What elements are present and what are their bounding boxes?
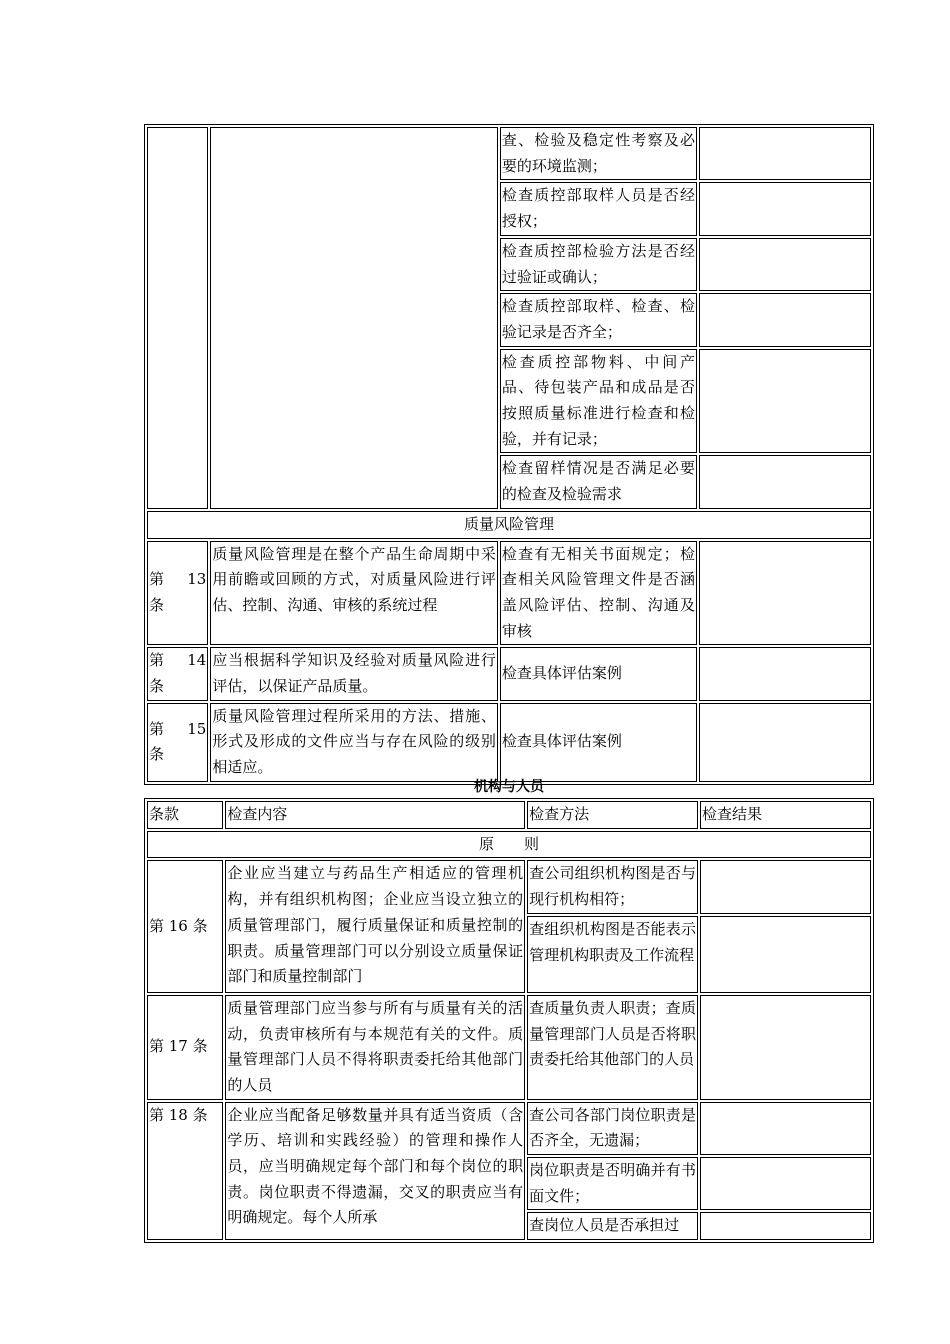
- quality-risk-table: [144, 124, 874, 785]
- content-cell: 企业应当建立与药品生产相适应的管理机构，并有组织机构图；企业应当设立独立的质量管理部门，履行质量保证和质量控制的职责。质量管理部门可以分别设立质量保证部门和质量控制部门: [225, 860, 525, 992]
- header-clause: 条款: [147, 801, 223, 829]
- result-cell: [699, 238, 871, 291]
- method-cell: 检查质控部物料、中间产品、待包装产品和成品是否按照质量标准进行检查和检验，并有记录；: [500, 349, 697, 454]
- content-cell: 质量风险管理是在整个产品生命周期中采用前瞻或回顾的方式，对质量风险进行评估、控制、沟通、审核的系统过程: [210, 541, 498, 646]
- method-cell: 查公司组织机构图是否与现行机构相符；: [527, 860, 698, 913]
- result-cell: [700, 860, 871, 913]
- result-cell: [699, 455, 871, 508]
- clause-cell: 第 16 条: [147, 860, 223, 992]
- organization-personnel-table: [144, 798, 874, 1243]
- content-cell: 质量管理部门应当参与所有与质量有关的活动，负责审核所有与本规范有关的文件。质量管理部门人员不得将职责委托给其他部门的人员: [225, 995, 525, 1100]
- result-cell: [699, 703, 871, 782]
- method-cell: 检查留样情况是否满足必要的检查及检验需求: [500, 455, 697, 508]
- method-cell: 检查质控部检验方法是否经过验证或确认；: [500, 238, 697, 291]
- method-cell: 查、检验及稳定性考察及必要的环境监测；: [500, 127, 697, 180]
- content-cell: 企业应当配备足够数量并具有适当资质（含学历、培训和实践经验）的管理和操作人员，应当明确规定每个部门和每个岗位的职责。岗位职责不得遗漏，交叉的职责应当有明确规定。每个人所承: [225, 1102, 525, 1241]
- method-cell: 检查有无相关书面规定；检查相关风险管理文件是否涵盖风险评估、控制、沟通及审核: [500, 541, 697, 646]
- clause-cell: 第 13 条: [147, 541, 208, 646]
- section-heading: 机构与人员: [474, 779, 544, 795]
- method-cell: 查质量负责人职责；查质量管理部门人员是否将职责委托给其他部门的人员: [527, 995, 698, 1100]
- result-cell: [700, 1157, 871, 1210]
- header-method: 检查方法: [527, 801, 698, 829]
- clause-cell: 第 17 条: [147, 995, 223, 1100]
- section-title: 原 则: [147, 831, 871, 859]
- content-cell: 应当根据科学知识及经验对质量风险进行评估，以保证产品质量。: [210, 647, 498, 700]
- header-content: 检查内容: [225, 801, 525, 829]
- method-cell: 查组织机构图是否能表示管理机构职责及工作流程: [527, 916, 698, 993]
- result-cell: [699, 647, 871, 700]
- content-cell: 质量风险管理过程所采用的方法、措施、形式及形成的文件应当与存在风险的级别相适应。: [210, 703, 498, 782]
- result-cell: [700, 916, 871, 993]
- content-cell-empty: [210, 127, 498, 509]
- section-title: 质量风险管理: [147, 511, 871, 539]
- method-cell: 检查质控部取样人员是否经授权；: [500, 182, 697, 235]
- method-cell: 岗位职责是否明确并有书面文件；: [527, 1157, 698, 1210]
- result-cell: [699, 293, 871, 346]
- result-cell: [699, 541, 871, 646]
- result-cell: [699, 127, 871, 180]
- method-cell: 检查具体评估案例: [500, 703, 697, 782]
- result-cell: [700, 1212, 871, 1240]
- method-cell: 查岗位人员是否承担过: [527, 1212, 698, 1240]
- result-cell: [699, 349, 871, 454]
- method-cell: 检查质控部取样、检查、检验记录是否齐全；: [500, 293, 697, 346]
- clause-cell: 第 18 条: [147, 1102, 223, 1241]
- method-cell: 查公司各部门岗位职责是否齐全，无遗漏；: [527, 1102, 698, 1155]
- result-cell: [700, 1102, 871, 1155]
- method-cell: 检查具体评估案例: [500, 647, 697, 700]
- result-cell: [700, 995, 871, 1100]
- header-result: 检查结果: [700, 801, 871, 829]
- result-cell: [699, 182, 871, 235]
- clause-cell-empty: [147, 127, 208, 509]
- clause-cell: 第 15 条: [147, 703, 208, 782]
- clause-cell: 第 14 条: [147, 647, 208, 700]
